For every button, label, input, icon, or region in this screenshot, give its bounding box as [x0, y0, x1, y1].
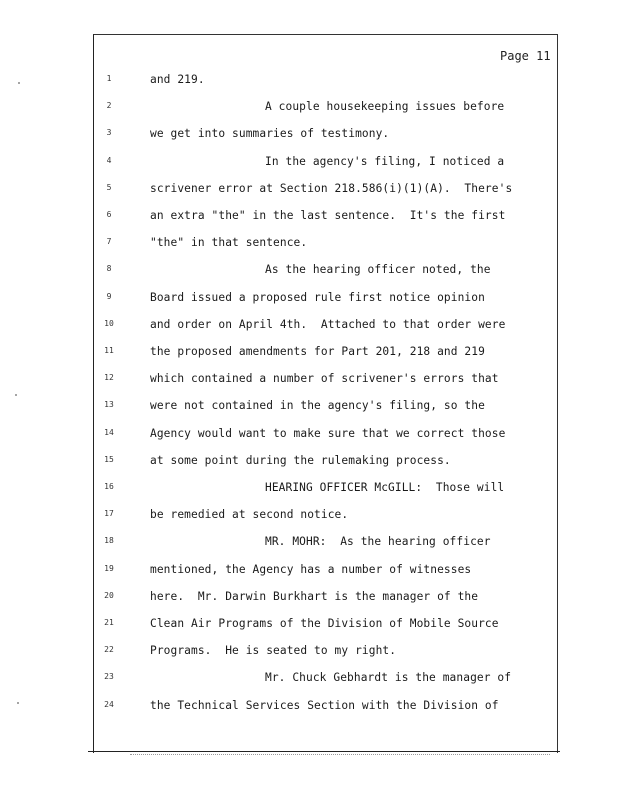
line-text: which contained a number of scrivener's errors that: [150, 372, 499, 386]
line-text: at some point during the rulemaking process.: [150, 453, 451, 467]
line-text: In the agency's filing, I noticed a: [265, 154, 505, 168]
line-text: MR. MOHR: As the hearing officer: [265, 535, 491, 549]
line-number: 1: [106, 74, 112, 83]
scan-noise: [130, 754, 550, 759]
line-text: Agency would want to make sure that we correct those: [150, 426, 506, 440]
line-text: "the" in that sentence.: [150, 236, 308, 250]
line-text: the Technical Services Section with the Division of: [150, 698, 499, 712]
line-text: HEARING OFFICER McGILL: Those will: [265, 481, 505, 494]
line-number: 2: [106, 101, 112, 111]
line-number: 23: [104, 672, 114, 682]
line-number: 10: [104, 318, 114, 328]
line-number: 7: [106, 237, 112, 247]
line-number: 16: [104, 482, 114, 491]
line-number: 22: [104, 645, 114, 655]
line-number: 21: [104, 618, 114, 627]
line-text: Clean Air Programs of the Division of Mobile Source: [150, 617, 499, 630]
line-text: As the hearing officer noted, the: [265, 263, 491, 277]
line-text: Board issued a proposed rule first notice opinion: [150, 290, 485, 304]
line-text: were not contained in the agency's filing, so the: [150, 399, 485, 413]
line-number: 15: [104, 454, 114, 464]
line-number: 13: [104, 400, 114, 410]
bottom-rule: [88, 751, 560, 752]
scan-speck: [18, 82, 20, 84]
line-text: and order on April 4th. Attached to that order were: [150, 317, 506, 331]
scan-speck: [17, 702, 19, 704]
line-text: Programs. He is seated to my right.: [150, 644, 397, 658]
line-number: 4: [106, 155, 112, 165]
line-text: the proposed amendments for Part 201, 218 and 219: [150, 345, 485, 358]
line-number: 17: [104, 509, 114, 519]
line-text: be remedied at second notice.: [150, 508, 349, 522]
line-number: 19: [104, 563, 114, 573]
line-number: 6: [106, 210, 112, 219]
line-number: 11: [104, 346, 114, 355]
page-number: Page 11: [500, 49, 551, 63]
line-text: mentioned, the Agency has a number of witnesses: [150, 562, 472, 576]
line-text: an extra "the" in the last sentence. It's the first: [150, 209, 506, 222]
line-number: 20: [104, 590, 114, 600]
line-text: Mr. Chuck Gebhardt is the manager of: [265, 671, 512, 685]
line-number: 3: [106, 128, 112, 138]
line-number: 18: [104, 536, 114, 546]
line-text: A couple housekeeping issues before: [265, 100, 505, 114]
scan-speck: [15, 394, 17, 396]
line-text: we get into summaries of testimony.: [150, 127, 390, 141]
line-number: 9: [106, 291, 112, 301]
line-text: scrivener error at Section 218.586(i)(1)(A). There's: [150, 181, 513, 195]
line-number: 24: [104, 699, 114, 709]
line-number: 8: [106, 264, 112, 274]
line-number: 14: [104, 427, 114, 437]
line-text: and 219.: [150, 73, 205, 86]
line-number: 5: [106, 182, 112, 192]
line-text: here. Mr. Darwin Burkhart is the manager of the: [150, 589, 479, 603]
line-number: 12: [104, 373, 114, 383]
